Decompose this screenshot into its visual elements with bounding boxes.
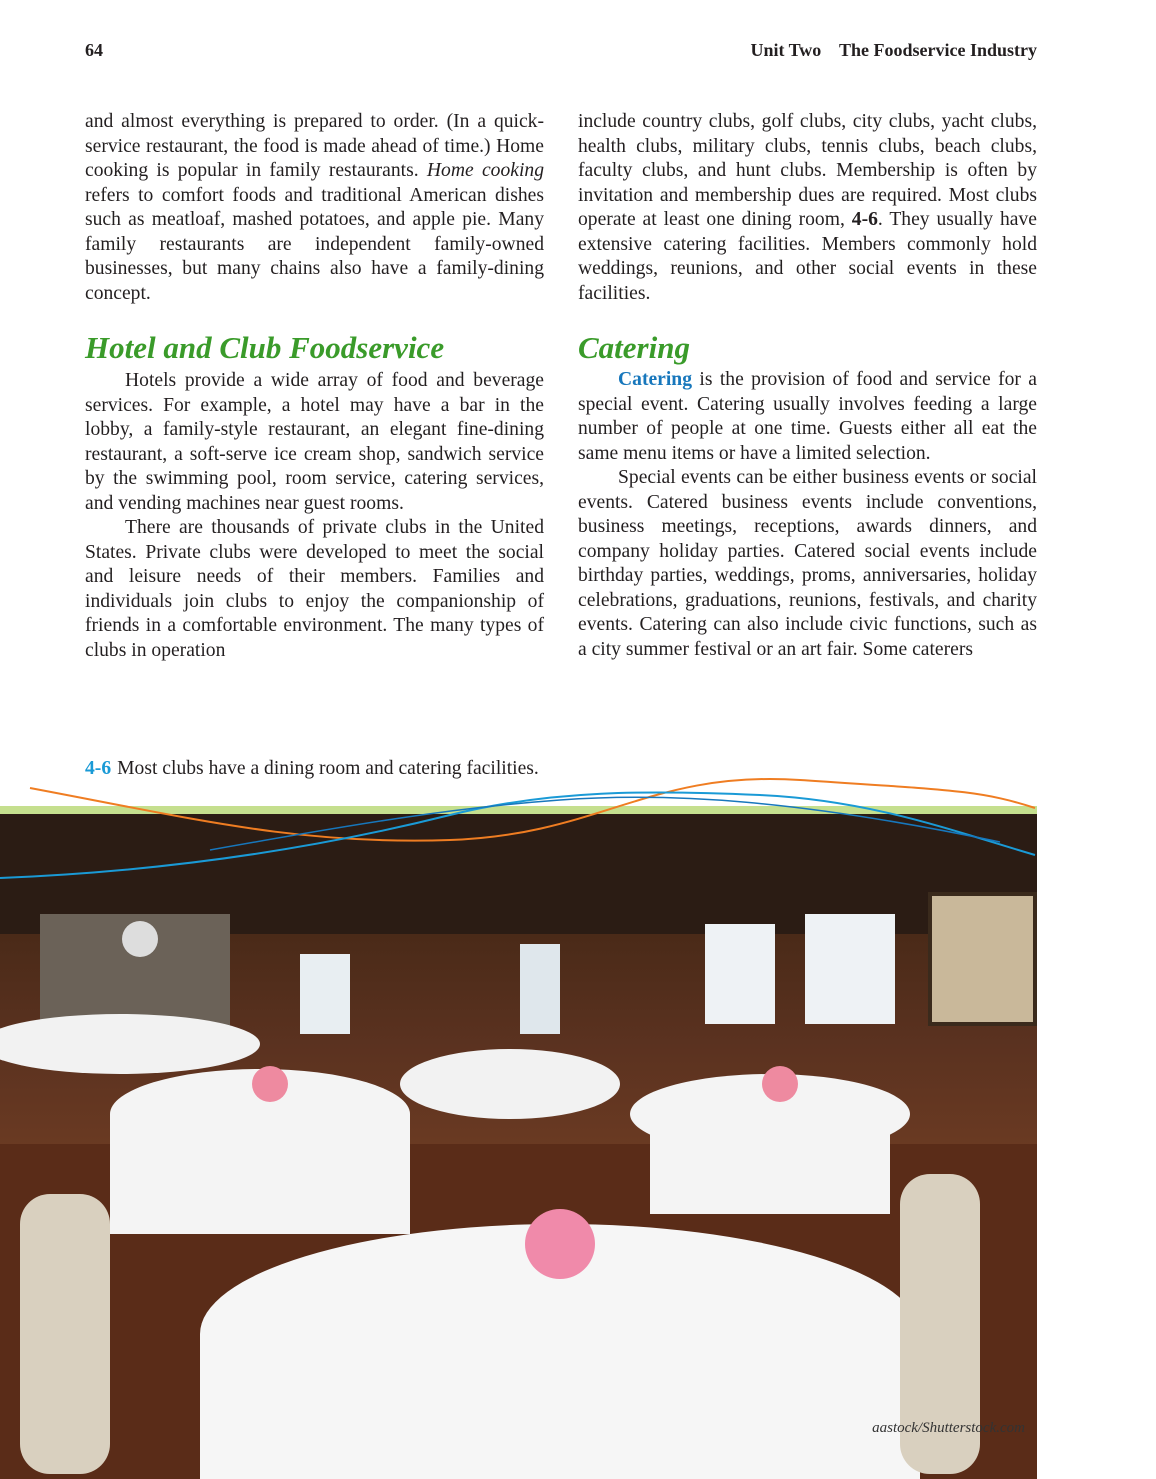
- photo-illustration: [0, 814, 1037, 1479]
- figure-number: 4-6: [85, 758, 112, 779]
- key-term: Catering: [618, 369, 693, 390]
- right-column: [578, 110, 1037, 662]
- text: refers to comfort foods and traditional American dishes such as meatloaf, mashed potatoes, and apple pie. Many family restaurants are independent family-owned businesses, but many chains also have a family-dining concept.: [85, 184, 544, 304]
- text: is the provision of food and service for a special event. Catering usually involves feeding a large number of people at one time. Guests either all eat the same menu items or have a limited selection.: [578, 369, 1037, 464]
- term-italic: Home cooking: [426, 160, 544, 181]
- text: include country clubs, golf clubs, city clubs, yacht clubs, health clubs, military clubs, tennis clubs, beach clubs, faculty clubs, and hunt clubs. Membership is often by invitation and membership dues are required. Most clubs operate at least one dining room,: [578, 111, 1037, 230]
- left-column: [85, 110, 544, 663]
- decorative-swoosh: [0, 770, 1040, 890]
- paragraph: Special events can be either business events or social events. Catered business events include conventions, business meetings, receptions, awards dinners, and company holiday parties. Catered social events include birthday parties, weddings, proms, anniversaries, holiday celebrations, graduations, reunions, festivals, and charity events. Catering can also include civic functions, such as a city summer festival or an art fair. Some caterers: [578, 467, 1037, 660]
- dining-room-photo: [0, 814, 1037, 1479]
- running-header: [750, 40, 1037, 61]
- caption-text: Most clubs have a dining room and catering facilities.: [117, 758, 539, 779]
- page-number: 64: [85, 40, 103, 60]
- unit-label: Unit Two: [750, 40, 822, 60]
- section-heading: Hotel and Club Foodservice: [85, 330, 445, 365]
- photo-credit: aastock/Shutterstock.com: [872, 1420, 1025, 1436]
- paragraph: [85, 110, 544, 306]
- text: . They usually have extensive catering facilities. Members commonly hold weddings, reunions, and other social events in these facilities.: [578, 209, 1037, 304]
- paragraph: [578, 110, 1037, 306]
- figure-reference: 4-6: [851, 209, 878, 230]
- section-heading: Catering: [578, 330, 690, 365]
- paragraph: [578, 368, 1037, 466]
- text: and almost everything is prepared to order. (In a quick-service restaurant, the food is made ahead of time.) Home cooking is popular in family restaurants.: [85, 111, 544, 181]
- paragraph: There are thousands of private clubs in the United States. Private clubs were developed to meet the social and leisure needs of their members. Families and individuals join clubs to enjoy the companionship of friends in a comfortable environment. The many types of clubs in operation: [85, 517, 544, 661]
- chapter-label: The Foodservice Industry: [839, 40, 1037, 60]
- paragraph: Hotels provide a wide array of food and beverage services. For example, a hotel may have a bar in the lobby, a family-style restaurant, an elegant fine-dining restaurant, a soft-serve ice cream shop, sandwich service by the swimming pool, room service, catering services, and vending machines near guest rooms.: [85, 370, 544, 514]
